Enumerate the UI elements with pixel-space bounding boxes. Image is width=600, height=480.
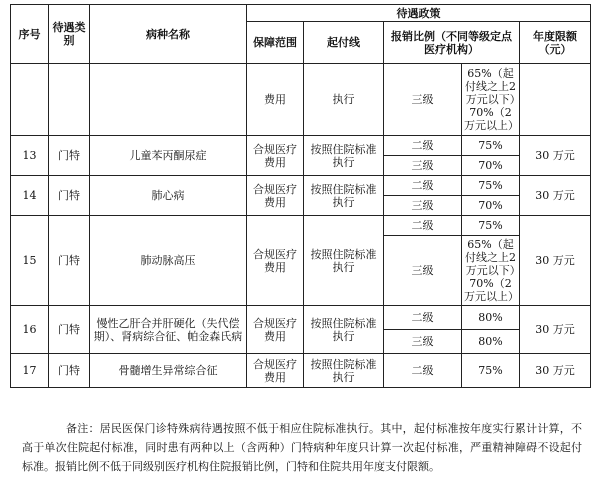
treatment-policy-table bbox=[10, 4, 591, 388]
cell-coverage: 合规医疗费用 bbox=[247, 176, 304, 216]
table-row-continuation bbox=[11, 64, 591, 136]
cell-limit: 30 万元 bbox=[520, 354, 591, 388]
table-row bbox=[11, 216, 591, 236]
cell-coverage: 合规医疗费用 bbox=[247, 306, 304, 354]
cell-limit: 30 万元 bbox=[520, 216, 591, 306]
cell-rate: 80% bbox=[462, 330, 520, 354]
cell-limit: 30 万元 bbox=[520, 136, 591, 176]
header-reimbursement-ratio: 报销比例（不同等级定点医疗机构） bbox=[384, 22, 520, 64]
cell-name: 儿童苯丙酮尿症 bbox=[90, 136, 247, 176]
cell-level: 三级 bbox=[384, 64, 462, 136]
cell-limit: 30 万元 bbox=[520, 176, 591, 216]
cell-rate: 75% bbox=[462, 136, 520, 156]
cell-deductible: 按照住院标准执行 bbox=[304, 216, 384, 306]
cell-level: 三级 bbox=[384, 330, 462, 354]
cell-name: 肺动脉高压 bbox=[90, 216, 247, 306]
cell-level: 二级 bbox=[384, 354, 462, 388]
cell-level: 二级 bbox=[384, 306, 462, 330]
cell-name: 骨髓增生异常综合征 bbox=[90, 354, 247, 388]
header-annual-limit: 年度限额（元） bbox=[520, 22, 591, 64]
cell-level: 三级 bbox=[384, 196, 462, 216]
header-serial: 序号 bbox=[11, 5, 49, 64]
cell-deductible: 按照住院标准执行 bbox=[304, 354, 384, 388]
cell-category: 门特 bbox=[49, 176, 90, 216]
table-row bbox=[11, 176, 591, 196]
header-coverage: 保障范围 bbox=[247, 22, 304, 64]
policy-table-page bbox=[10, 4, 590, 388]
cell-limit bbox=[520, 64, 591, 136]
cell-serial bbox=[11, 64, 49, 136]
cell-level: 三级 bbox=[384, 156, 462, 176]
cell-rate: 75% bbox=[462, 354, 520, 388]
remarks-note: 备注：居民医保门诊特殊病待遇按照不低于相应住院标准执行。其中，起付标准按年度实行累计计算，不高于单次住院起付标准，同时患有两种以上（含两种）门特病种年度只计算一次起付标准，严重精神障碍不设起付标准。报销比例不低于同级别医疗机构住院报销比例，门特和住院共用年度支付限额。 bbox=[22, 422, 582, 473]
cell-category: 门特 bbox=[49, 216, 90, 306]
cell-level: 二级 bbox=[384, 216, 462, 236]
cell-rate: 75% bbox=[462, 176, 520, 196]
cell-rate: 65%（起付线之上2万元以下）70%（2万元以上） bbox=[462, 64, 520, 136]
cell-coverage: 费用 bbox=[247, 64, 304, 136]
cell-coverage: 合规医疗费用 bbox=[247, 354, 304, 388]
cell-serial: 13 bbox=[11, 136, 49, 176]
cell-category: 门特 bbox=[49, 354, 90, 388]
cell-name bbox=[90, 64, 247, 136]
cell-category: 门特 bbox=[49, 136, 90, 176]
cell-serial: 16 bbox=[11, 306, 49, 354]
header-row-top bbox=[11, 5, 591, 22]
table-row bbox=[11, 136, 591, 156]
table-row bbox=[11, 306, 591, 330]
cell-level: 二级 bbox=[384, 136, 462, 156]
header-disease-name: 病种名称 bbox=[90, 5, 247, 64]
cell-rate: 75% bbox=[462, 216, 520, 236]
header-deductible: 起付线 bbox=[304, 22, 384, 64]
cell-serial: 15 bbox=[11, 216, 49, 306]
cell-category bbox=[49, 64, 90, 136]
header-treatment-category: 待遇类别 bbox=[49, 5, 90, 64]
cell-coverage: 合规医疗费用 bbox=[247, 216, 304, 306]
cell-serial: 14 bbox=[11, 176, 49, 216]
cell-serial: 17 bbox=[11, 354, 49, 388]
cell-name: 肺心病 bbox=[90, 176, 247, 216]
cell-rate: 65%（起付线之上2万元以下）70%（2万元以上） bbox=[462, 236, 520, 306]
cell-level: 三级 bbox=[384, 236, 462, 306]
table-row bbox=[11, 354, 591, 388]
cell-limit: 30 万元 bbox=[520, 306, 591, 354]
cell-rate: 70% bbox=[462, 156, 520, 176]
cell-deductible: 执行 bbox=[304, 64, 384, 136]
cell-rate: 80% bbox=[462, 306, 520, 330]
cell-category: 门特 bbox=[49, 306, 90, 354]
cell-level: 二级 bbox=[384, 176, 462, 196]
header-policy-group: 待遇政策 bbox=[247, 5, 591, 22]
cell-deductible: 按照住院标准执行 bbox=[304, 176, 384, 216]
cell-coverage: 合规医疗费用 bbox=[247, 136, 304, 176]
cell-deductible: 按照住院标准执行 bbox=[304, 136, 384, 176]
cell-deductible: 按照住院标准执行 bbox=[304, 306, 384, 354]
cell-rate: 70% bbox=[462, 196, 520, 216]
cell-name: 慢性乙肝合并肝硬化（失代偿期）、肾病综合征、帕金森氏病 bbox=[90, 306, 247, 354]
